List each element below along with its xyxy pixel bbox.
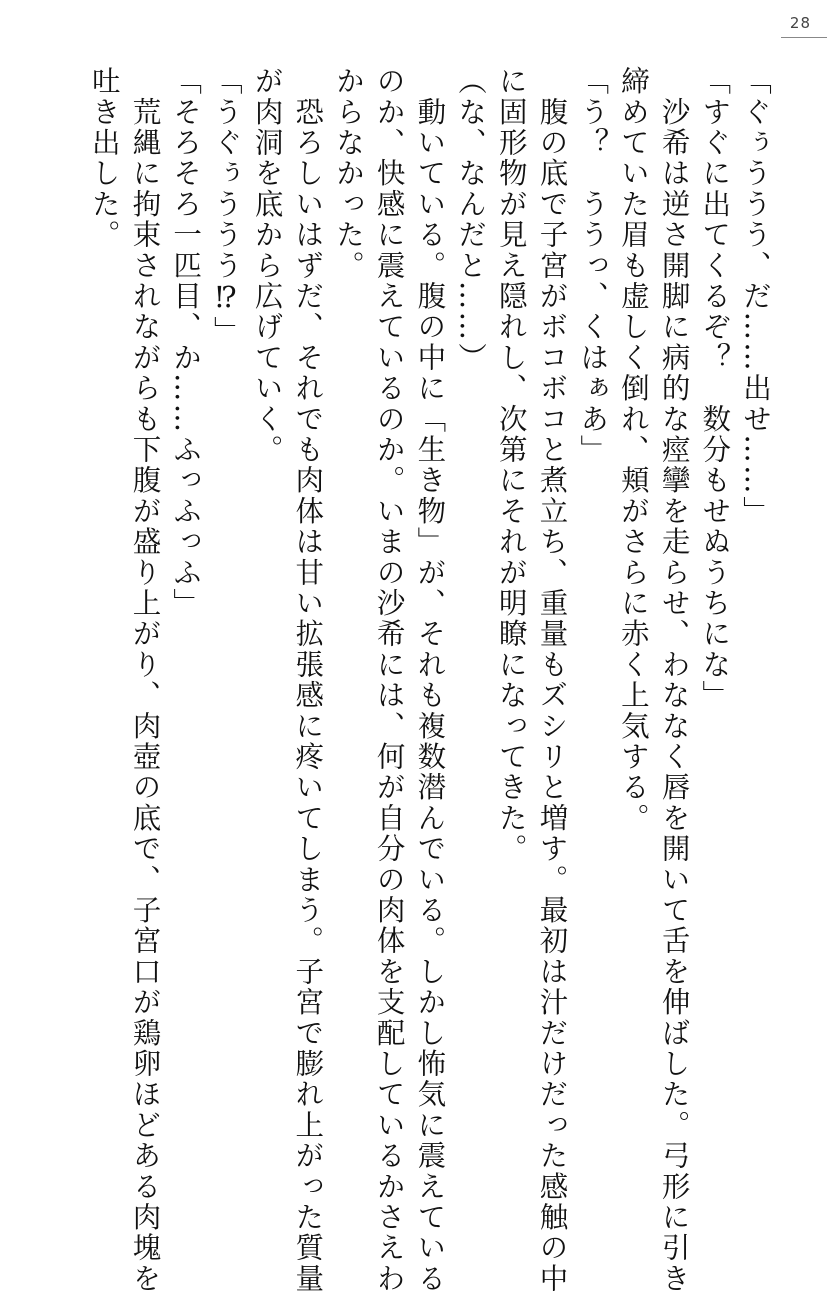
page-number-rule bbox=[781, 37, 827, 38]
text-line: 吐き出した。 bbox=[87, 66, 121, 251]
text-line: のか、快感に震えているのか。いまの沙希には、何が自分の肉体を支配しているかさえわ bbox=[372, 66, 406, 1294]
text-line: 「うぐぅううう⁉」 bbox=[209, 66, 243, 347]
text-line: 「ぐぅううう、だ……出せ……」 bbox=[739, 66, 772, 527]
text-line: 締めていた眉も虚しく倒れ、頬がさらに赤く上気する。 bbox=[616, 66, 650, 834]
text-line: 「う？ ううっ、くはぁあ」 bbox=[576, 66, 610, 466]
text-line: 恐ろしいはずだ、それでも肉体は甘い拡張感に疼いてしまう。子宮で膨れ上がった質量 bbox=[291, 66, 325, 1294]
text-line: 「そろそろ一匹目、か……ふっふっふ」 bbox=[169, 66, 203, 619]
text-line: 「すぐに出てくるぞ？ 数分もせぬうちにな」 bbox=[698, 66, 732, 711]
text-line: が肉洞を底から広げていく。 bbox=[250, 66, 284, 466]
text-line: 腹の底で子宮がボコボコと煮立ち、重量もズシリと増す。最初は汁だけだった感触の中 bbox=[535, 66, 569, 1294]
text-line: からなかった。 bbox=[331, 66, 365, 281]
text-line: 沙希は逆さ開脚に病的な痙攣を走らせ、わななく唇を開いて舌を伸ばした。弓形に引き bbox=[657, 66, 691, 1294]
novel-text-body bbox=[55, 66, 775, 1294]
text-line: 荒縄に拘束されながらも下腹が盛り上がり、肉壺の底で、子宮口が鶏卵ほどある肉塊を bbox=[128, 66, 162, 1294]
page-number: 28 bbox=[789, 14, 811, 32]
text-line: に固形物が見え隠れし、次第にそれが明瞭になってきた。 bbox=[494, 66, 528, 865]
text-line: 動いている。腹の中に「生き物」が、それも複数潜んでいる。しかし怖気に震えている bbox=[413, 66, 447, 1294]
text-line: （な、なんだと……） bbox=[454, 66, 488, 373]
